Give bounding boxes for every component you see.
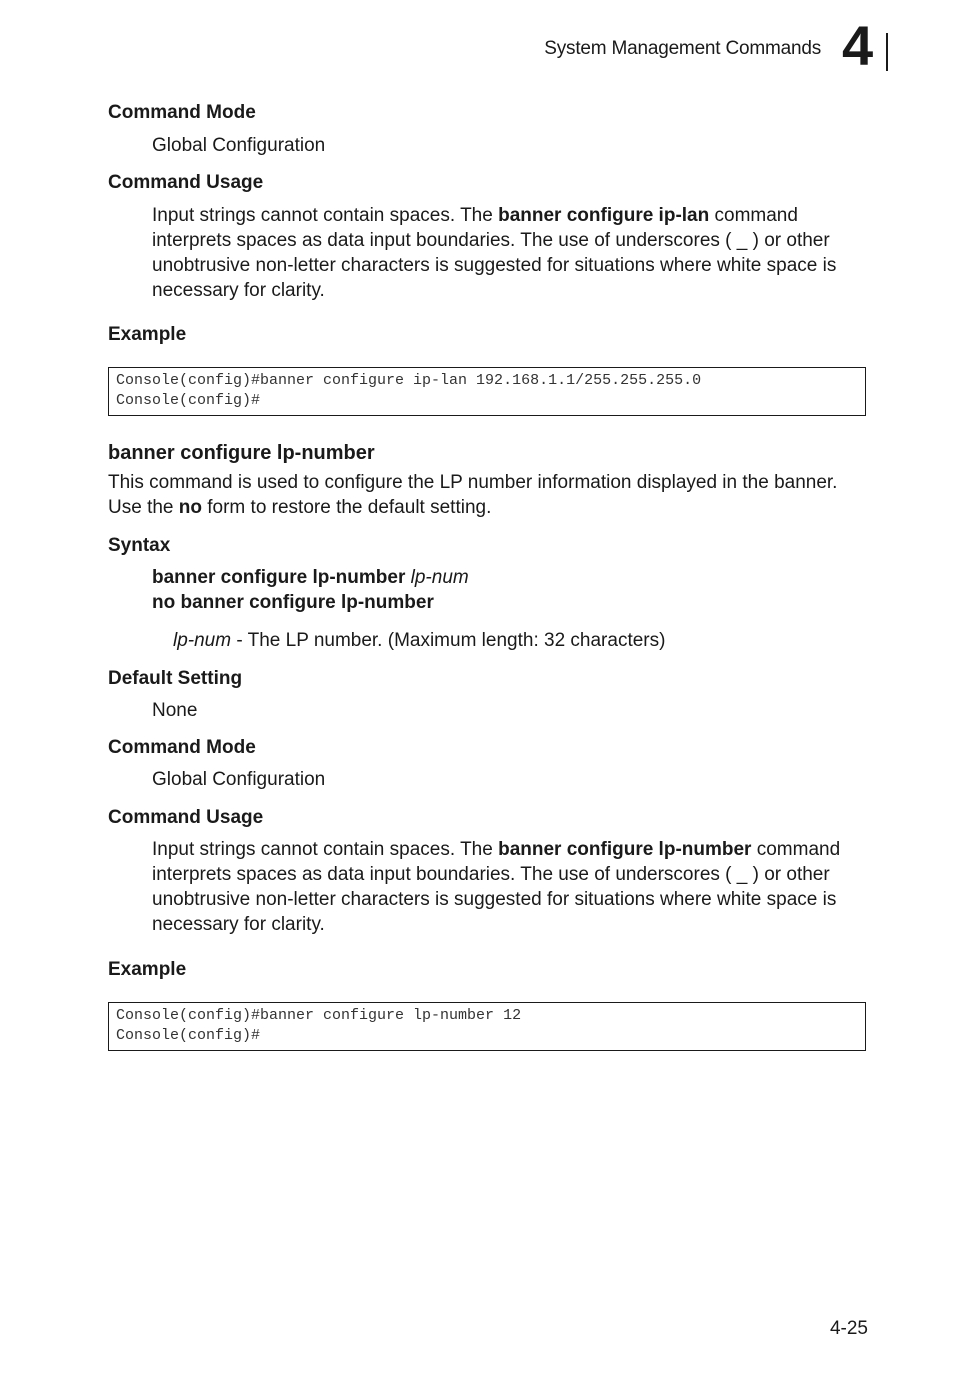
syntax-no-line (152, 590, 868, 615)
command-description (108, 470, 868, 520)
usage-text-start: Input strings cannot contain spaces. The (152, 205, 499, 226)
command-usage-heading: Command Usage (108, 172, 264, 193)
syntax-heading: Syntax (108, 535, 171, 556)
parameter-description (173, 628, 868, 653)
usage-command: banner configure lp-number (498, 839, 752, 860)
default-setting-heading: Default Setting (108, 668, 243, 689)
description-start: This command is used to configure the LP number information displayed in the banner. Use the (108, 472, 838, 518)
syntax-no-command: no banner configure lp-number (152, 592, 434, 613)
code-line: Console(config)#banner configure lp-number 12 (116, 1007, 522, 1024)
code-line: Console(config)#banner configure ip-lan 192.168.1.1/255.255.255.0 (116, 372, 702, 389)
description-no-keyword: no (178, 497, 202, 518)
syntax-parameter: lp-num (410, 567, 469, 588)
command-title: banner configure lp-number (108, 442, 375, 464)
syntax-line (152, 565, 868, 590)
parameter-text: - The LP number. (Maximum length: 32 characters) (231, 630, 666, 651)
example-heading: Example (108, 959, 187, 980)
running-header: System Management Commands (544, 38, 821, 59)
usage-text-end: command interprets spaces as data input boundaries. The use of underscores ( _ ) or other unobtrusive non-letter characters is suggested for situations where white space is necessary for clarity. (152, 839, 841, 935)
usage-text-start: Input strings cannot contain spaces. The (152, 839, 499, 860)
command-usage-heading: Command Usage (108, 807, 264, 828)
syntax-command: banner configure lp-number (152, 567, 406, 588)
chapter-rule (886, 33, 888, 71)
parameter-name: lp-num (173, 630, 232, 651)
command-usage-text (152, 837, 868, 937)
command-mode-heading: Command Mode (108, 737, 256, 758)
usage-text-end: command interprets spaces as data input boundaries. The use of underscores ( _ ) or other unobtrusive non-letter characters is suggested for situations where white space is necessary for clarity. (152, 205, 837, 301)
code-example-box (108, 1002, 866, 1051)
code-line: Console(config)# (116, 392, 261, 409)
command-usage-text (152, 203, 868, 303)
example-heading: Example (108, 324, 187, 345)
command-mode-value: Global Configuration (152, 769, 326, 790)
description-end: form to restore the default setting. (201, 497, 492, 518)
code-example-box (108, 367, 866, 416)
default-setting-value: None (152, 700, 198, 721)
code-line: Console(config)# (116, 1027, 261, 1044)
chapter-number: 4 (842, 14, 874, 77)
command-mode-value: Global Configuration (152, 135, 326, 156)
usage-command: banner configure ip-lan (498, 205, 710, 226)
page-number: 4-25 (829, 1318, 868, 1339)
command-mode-heading: Command Mode (108, 102, 256, 123)
